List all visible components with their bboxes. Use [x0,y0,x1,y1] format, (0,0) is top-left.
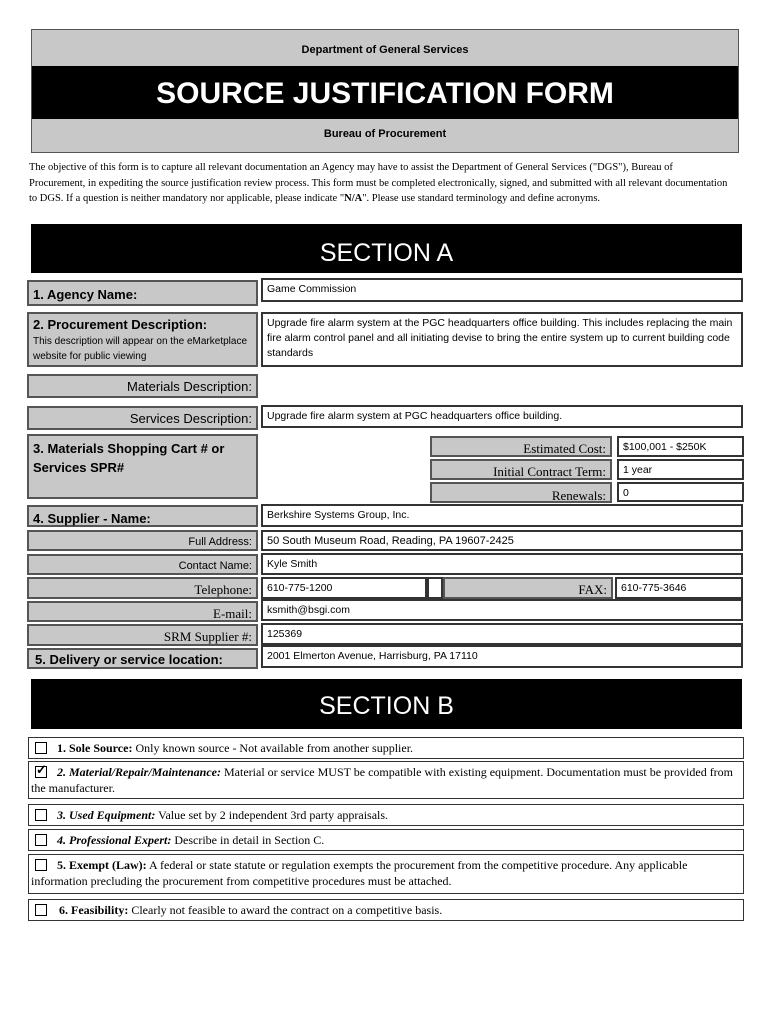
feasibility-checkbox[interactable] [35,904,47,916]
procurement-sublabel: This description will appear on the eMarketplace website for public viewing [33,336,247,362]
services-description-label: Services Description: [27,406,258,430]
estimated-cost-label: Estimated Cost: [430,436,612,457]
intro-na: N/A [344,193,363,204]
email-field[interactable]: ksmith@bsgi.com [261,599,743,621]
exempt-law-checkbox[interactable] [35,859,47,871]
sole-source-checkbox[interactable] [35,742,47,754]
option-6-title: 6. Feasibility: [59,903,129,917]
supplier-name-field[interactable]: Berkshire Systems Group, Inc. [261,504,743,527]
procurement-label-box [27,312,258,367]
option-used-equipment[interactable] [28,804,744,826]
option-5-text: A federal or state statute or regulation exempts the procurement from the competitive procedure. Any applicable information precluding the procurement from competitive procedures must be attached. [31,858,688,888]
renewals-field[interactable]: 0 [617,482,744,502]
option-exempt-law[interactable] [28,854,744,894]
professional-expert-checkbox[interactable] [35,834,47,846]
contact-name-label: Contact Name: [27,554,258,575]
fax-label: FAX: [443,577,613,599]
section-b-header: SECTION B [31,679,742,729]
department-title: Department of General Services [301,44,469,56]
option-feasibility[interactable] [28,899,744,921]
srm-supplier-label: SRM Supplier #: [27,624,258,646]
delivery-location-label: 5. Delivery or service location: [27,648,258,669]
fax-field[interactable]: 610-775-3646 [615,577,743,599]
contract-term-label: Initial Contract Term: [430,459,612,480]
bureau-title: Bureau of Procurement [323,128,447,140]
supplier-name-label: 4. Supplier - Name: [27,505,258,527]
contract-term-field[interactable]: 1 year [617,459,744,480]
material-repair-checkbox[interactable] [35,766,47,778]
telephone-label: Telephone: [27,577,258,599]
shopping-cart-label: 3. Materials Shopping Cart # or Services SPR# [27,434,258,499]
materials-description-field[interactable] [261,374,743,398]
option-5-title: 5. Exempt (Law): [57,858,147,872]
delivery-location-field[interactable]: 2001 Elmerton Avenue, Harrisburg, PA 17110 [261,645,743,668]
option-1-text: Only known source - Not available from another supplier. [132,741,414,755]
materials-description-label: Materials Description: [27,374,258,398]
form-title: SOURCE JUSTIFICATION FORM [32,66,738,119]
intro-text-end: ". Please use standard terminology and define acronyms. [362,193,601,204]
srm-supplier-field[interactable]: 125369 [261,623,743,645]
telephone-field[interactable]: 610-775-1200 [261,577,427,599]
full-address-label: Full Address: [27,530,258,551]
procurement-label: 2. Procurement Description: [33,317,208,332]
option-6-text: Clearly not feasible to award the contract on a competitive basis. [128,903,443,917]
option-4-text: Describe in detail in Section C. [171,833,325,847]
option-2-text: Material or service MUST be compatible with existing equipment. Documentation must be provided from the manufacturer. [31,765,734,795]
option-3-title: 3. Used Equipment: [57,808,156,822]
telephone-spacer [427,577,443,599]
option-sole-source[interactable] [28,737,744,759]
email-label: E-mail: [27,601,258,622]
option-material-repair[interactable] [28,761,744,799]
contact-name-field[interactable]: Kyle Smith [261,553,743,575]
option-professional-expert[interactable] [28,829,744,851]
option-4-title: 4. Professional Expert: [57,833,172,847]
services-description-field[interactable]: Upgrade fire alarm system at PGC headquarters office building. [261,405,743,428]
full-address-field[interactable]: 50 South Museum Road, Reading, PA 19607-2425 [261,530,743,551]
intro-text: The objective of this form is to capture all relevant documentation an Agency may have to assist the Department of General Services ("DGS"), Bureau of Procurement, in expediting the source justification review process. This form must be completed electronically, signed, and submitted with all relevant documentation to DGS. If a question is neither mandatory nor applicable, please indicate " [29,162,728,204]
renewals-label: Renewals: [430,482,612,503]
used-equipment-checkbox[interactable] [35,809,47,821]
agency-name-label: 1. Agency Name: [27,280,258,306]
agency-name-field[interactable]: Game Commission [261,278,743,302]
option-3-text: Value set by 2 independent 3rd party appraisals. [155,808,389,822]
option-1-title: 1. Sole Source: [57,741,133,755]
intro-paragraph [29,160,729,207]
procurement-description-field[interactable]: Upgrade fire alarm system at the PGC headquarters office building. This includes replacing the main fire alarm control panel and all initiating devise to bring the entire system up to current building code standards [261,312,743,367]
estimated-cost-field[interactable]: $100,001 - $250K [617,436,744,457]
section-a-header: SECTION A [31,224,742,273]
option-2-title: 2. Material/Repair/Maintenance: [57,765,222,779]
